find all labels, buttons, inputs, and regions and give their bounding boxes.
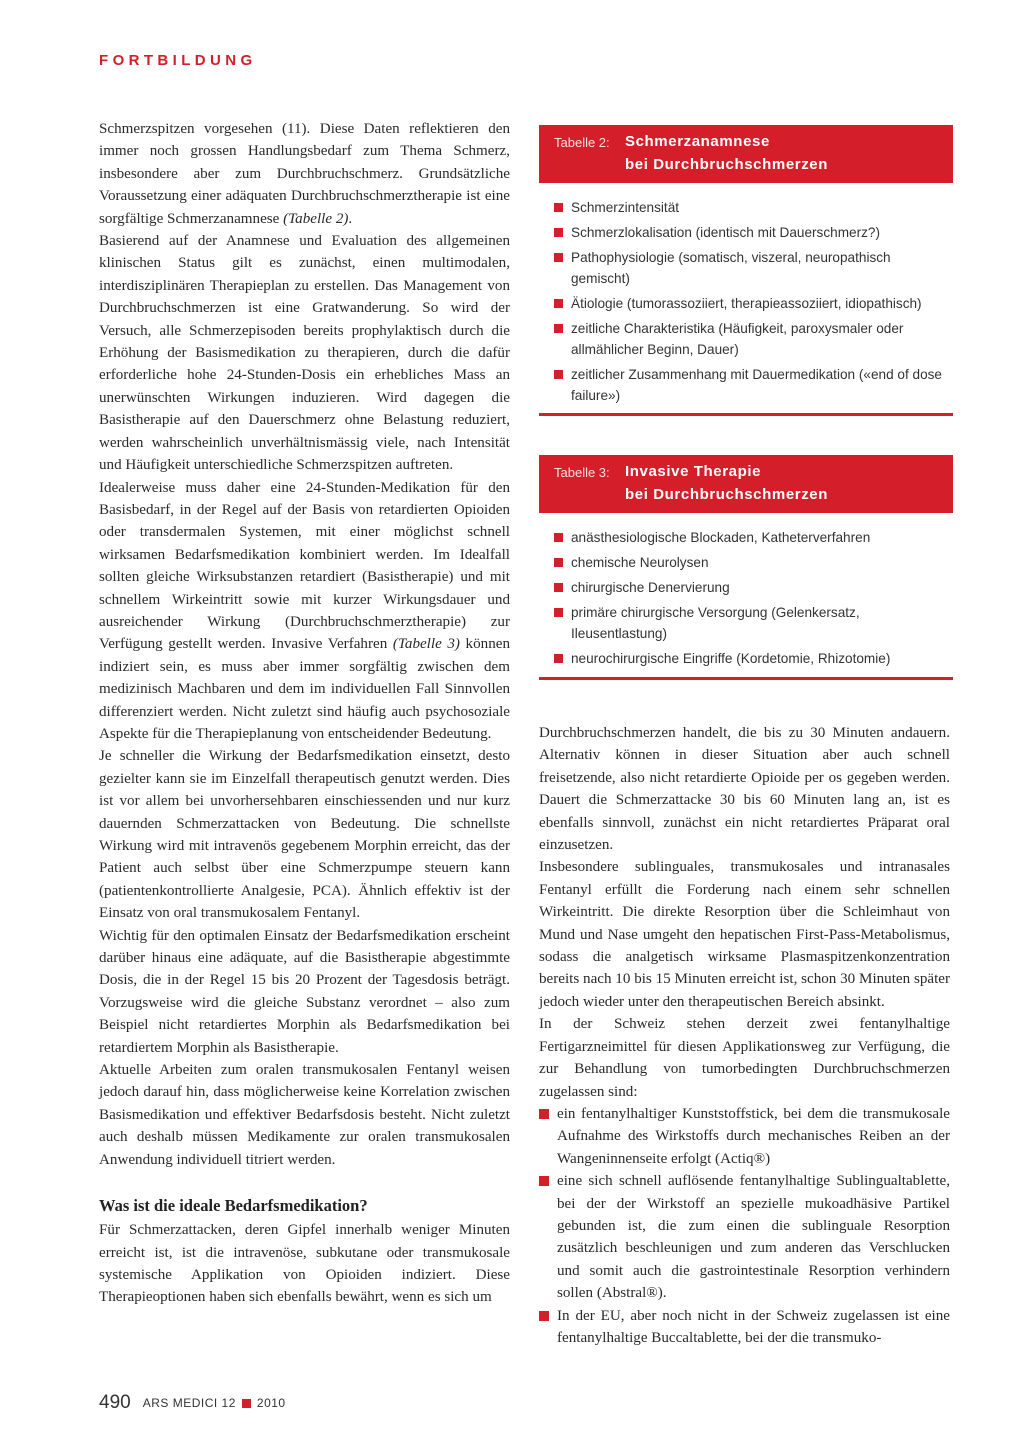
paragraph: Basierend auf der Anamnese und Evaluation des allgemeinen klinischen Status gilt es zunächst, einen multimodalen, interdisziplinären Therapieplan zu erstellen. Das Management von Durchbruchschmerzen ist eine Gratwanderung. So wird der Versuch, alle Schmerzepisoden bereits prophylaktisch durch die Erhöhung der Basismedikation zu therapieren, durch die dafür erforderliche hohe 24-Stunden-Dosis ein erhebliches Mass an unerwünschten Wirkungen induzieren. Wird dagegen die Basistherapie auf den Dauerschmerz ohne Belastung reduziert, werden wahrscheinlich unverhältnismässig viele, nach Intensität und Häufigkeit unterschiedliche Schmerzspitzen auftreten. — [99, 233, 510, 474]
table-title: Invasive Therapie — [625, 463, 762, 480]
table-label: Tabelle 2: — [554, 135, 610, 150]
bullet-square-icon — [554, 203, 563, 212]
bullet-square-icon — [554, 299, 563, 308]
table-label: Tabelle 3: — [554, 465, 610, 480]
bullet-square-icon — [554, 370, 563, 379]
list-item: primäre chirurgische Versorgung (Gelenkersatz, Ileusentlastung) — [539, 602, 953, 644]
list-item: zeitlicher Zusammenhang mit Dauermedikation («end of dose failure») — [539, 364, 953, 406]
list-item: Schmerzintensität — [539, 197, 953, 218]
list-item: zeitliche Charakteristika (Häufigkeit, paroxysmaler oder allmählicher Beginn, Dauer) — [539, 318, 953, 360]
section-subheading: Was ist die ideale Bedarfsmedikation? — [99, 1196, 368, 1216]
bullet-square-icon — [554, 533, 563, 542]
list-item: chirurgische Denervierung — [539, 577, 953, 598]
table-2-list — [539, 183, 953, 406]
table-title: bei Durchbruchschmerzen — [625, 156, 829, 173]
paragraph: Insbesondere sublinguales, transmukosales und intranasales Fentanyl erfüllt die Forderung nach einem sehr schnellen Wirkeintritt. Die direkte Resorption über die Schleimhaut von Mund und Nase umgeht den hepatischen First-Pass-Metabolismus, sodass die analgetisch wirksame Plasmaspitzenkonzentration bereits nach 10 bis 15 Minuten erreicht ist, schon 30 Minuten später jedoch wieder unter den therapeutischen Bereich absinkt. — [539, 859, 950, 1010]
bullet-item: eine sich schnell auflösende fentanylhaltige Sublingualtablette, bei der der Wirkstoff an spezielle mukoadhäsive Partikel gebunden ist, die zum einen die sublinguale Resorption zusätzlich beschleunigen und zum anderen das Verschlucken und somit auch die gastrointestinale Resorption verhindern sollen (Abstral®). — [539, 1170, 950, 1304]
bullet-square-icon — [554, 583, 563, 592]
bullet-item: ein fentanylhaltiger Kunststoffstick, bei dem die transmukosale Aufnahme des Wirkstoffs durch mechanisches Reiben an der Wangeninnenseite erfolgt (Actiq®) — [539, 1103, 950, 1170]
list-item: Pathophysiologie (somatisch, viszeral, neuropathisch gemischt) — [539, 247, 953, 289]
bullet-square-icon — [554, 558, 563, 567]
table-title: Schmerzanamnese — [625, 133, 770, 150]
list-item: neurochirurgische Eingriffe (Kordetomie, Rhizotomie) — [539, 648, 953, 669]
paragraph: Idealerweise muss daher eine 24-Stunden-Medikation für den Basisbedarf, in der Regel auf der Basis von retardierten Opioiden oder transdermalen Systemen, mit einer möglichst schnell wirksamen Bedarfsmedikation kombiniert werden. Im Idealfall sollten gleiche Wirksubstanzen retardiert (Basistherapie) und mit schnellem Wirkeintritt sowie mit kurzer Wirkungsdauer und ausreichender Wirkung (Durchbruchschmerztherapie) zur Verfügung gestellt werden. Invasive Verfahren (Tabelle 3) können indiziert sein, es muss aber immer sorgfältig zwischen dem medizinisch Machbaren und dem im individuellen Fall Sinnvollen differenziert werden. Nicht zuletzt sind häufig auch psychosoziale Aspekte für die Therapieplanung von entscheidender Bedeutung. — [99, 479, 510, 742]
paragraph: Für Schmerzattacken, deren Gipfel innerhalb weniger Minuten erreicht ist, ist die intravenöse, subkutane oder transmukosale systemische Applikation von Opioiden indiziert. Diese Therapieoptionen haben sich ebenfalls bewährt, wenn es sich um — [99, 1222, 510, 1306]
paragraph: In der Schweiz stehen derzeit zwei fentanylhaltige Fertigarzneimittel für diesen Applikationsweg zur Verfügung, die zur Behandlung von tumorbedingten Durchbruchschmerzen zugelassen sind: — [539, 1016, 950, 1100]
bullet-square-icon — [539, 1109, 549, 1119]
paragraph: Je schneller die Wirkung der Bedarfsmedikation einsetzt, desto gezielter kann sie im Einzelfall therapeutisch genutzt werden. Dies ist vor allem bei unvorhersehbaren einschiessenden und nur kurz dauernden Schmerzattacken von Bedeutung. Die schnellste Wirkung wird mit intravenös gegebenem Morphin erreicht, das der Patient auch selbst über eine Schmerzpumpe steuern kann (patientenkontrollierte Analgesie, PCA). Ähnlich effektiv ist der Einsatz von oral transmukosalem Fentanyl. — [99, 748, 510, 922]
table-2 — [539, 125, 953, 410]
right-column — [539, 722, 950, 1349]
list-item: chemische Neurolysen — [539, 552, 953, 573]
bullet-item: In der EU, aber noch nicht in der Schweiz zugelassen ist eine fentanylhaltige Buccaltablette, bei der die transmuko- — [539, 1305, 950, 1350]
section-header: FORTBILDUNG — [99, 52, 257, 69]
paragraph: Wichtig für den optimalen Einsatz der Bedarfsmedikation erscheint darüber hinaus eine adäquate, auf die Basistherapie abgestimmte Dosis, die in der Regel 15 bis 20 Prozent der Tagesdosis beträgt. Vorzugsweise wird die gleiche Substanz verordnet – also zum Beispiel nicht retardiertes Morphin als Bedarfsmedikation bei retardiertem Morphin als Basistherapie. — [99, 927, 510, 1056]
page-footer — [99, 1392, 286, 1414]
paragraph: Durchbruchschmerzen handelt, die bis zu 30 Minuten andauern. Alternativ können in dieser Situation aber auch schnell freisetzende, also nicht retardierte Opioide per os gegeben werden. Dauert die Schmerzattacke 30 bis 60 Minuten lang an, ist es ebenfalls sinnvoll, zunächst ein nicht retardiertes Präparat oral einzusetzen. — [539, 725, 950, 854]
footer-square-icon — [242, 1399, 251, 1408]
bullet-square-icon — [554, 324, 563, 333]
table-divider — [539, 677, 953, 680]
magazine-name: ARS MEDICI 12 — [142, 1396, 236, 1410]
list-item: anästhesiologische Blockaden, Katheterverfahren — [539, 527, 953, 548]
table-divider — [539, 413, 953, 416]
list-item: Schmerzlokalisation (identisch mit Dauerschmerz?) — [539, 222, 953, 243]
issue-year: 2010 — [256, 1396, 286, 1410]
bullet-square-icon — [554, 253, 563, 262]
list-item: Ätiologie (tumorassoziiert, therapieassoziiert, idiopathisch) — [539, 293, 953, 314]
table-3-list — [539, 513, 953, 669]
table-reference: (Tabelle 2) — [283, 210, 349, 227]
table-reference: (Tabelle 3) — [392, 636, 460, 653]
table-3-header — [539, 455, 953, 513]
bullet-square-icon — [554, 608, 563, 617]
table-title: bei Durchbruchschmerzen — [625, 486, 829, 503]
paragraph: Schmerzspitzen vorgesehen (11). Diese Daten reflektieren den immer noch grossen Handlungsbedarf zum Thema Schmerz, insbesondere aber zum Durchbruchschmerz. Grundsätzliche Voraussetzung einer adäquaten Durchbruchschmerztherapie ist eine sorgfältige Schmerzanamnese (Tabelle 2). — [99, 121, 510, 227]
bullet-square-icon — [539, 1311, 549, 1321]
table-2-header — [539, 125, 953, 183]
left-column — [99, 118, 510, 1309]
page-number: 490 — [99, 1392, 131, 1413]
bullet-square-icon — [554, 654, 563, 663]
bullet-square-icon — [539, 1176, 549, 1186]
paragraph: Aktuelle Arbeiten zum oralen transmukosalen Fentanyl weisen jedoch darauf hin, dass möglicherweise keine Korrelation zwischen Basismedikation und effektiver Bedarfsdosis besteht. Nicht zuletzt auch deshalb müssen Medikamente zur oralen transmukosalen Anwendung individuell titriert werden. — [99, 1062, 510, 1168]
bullet-square-icon — [554, 228, 563, 237]
table-3 — [539, 455, 953, 673]
